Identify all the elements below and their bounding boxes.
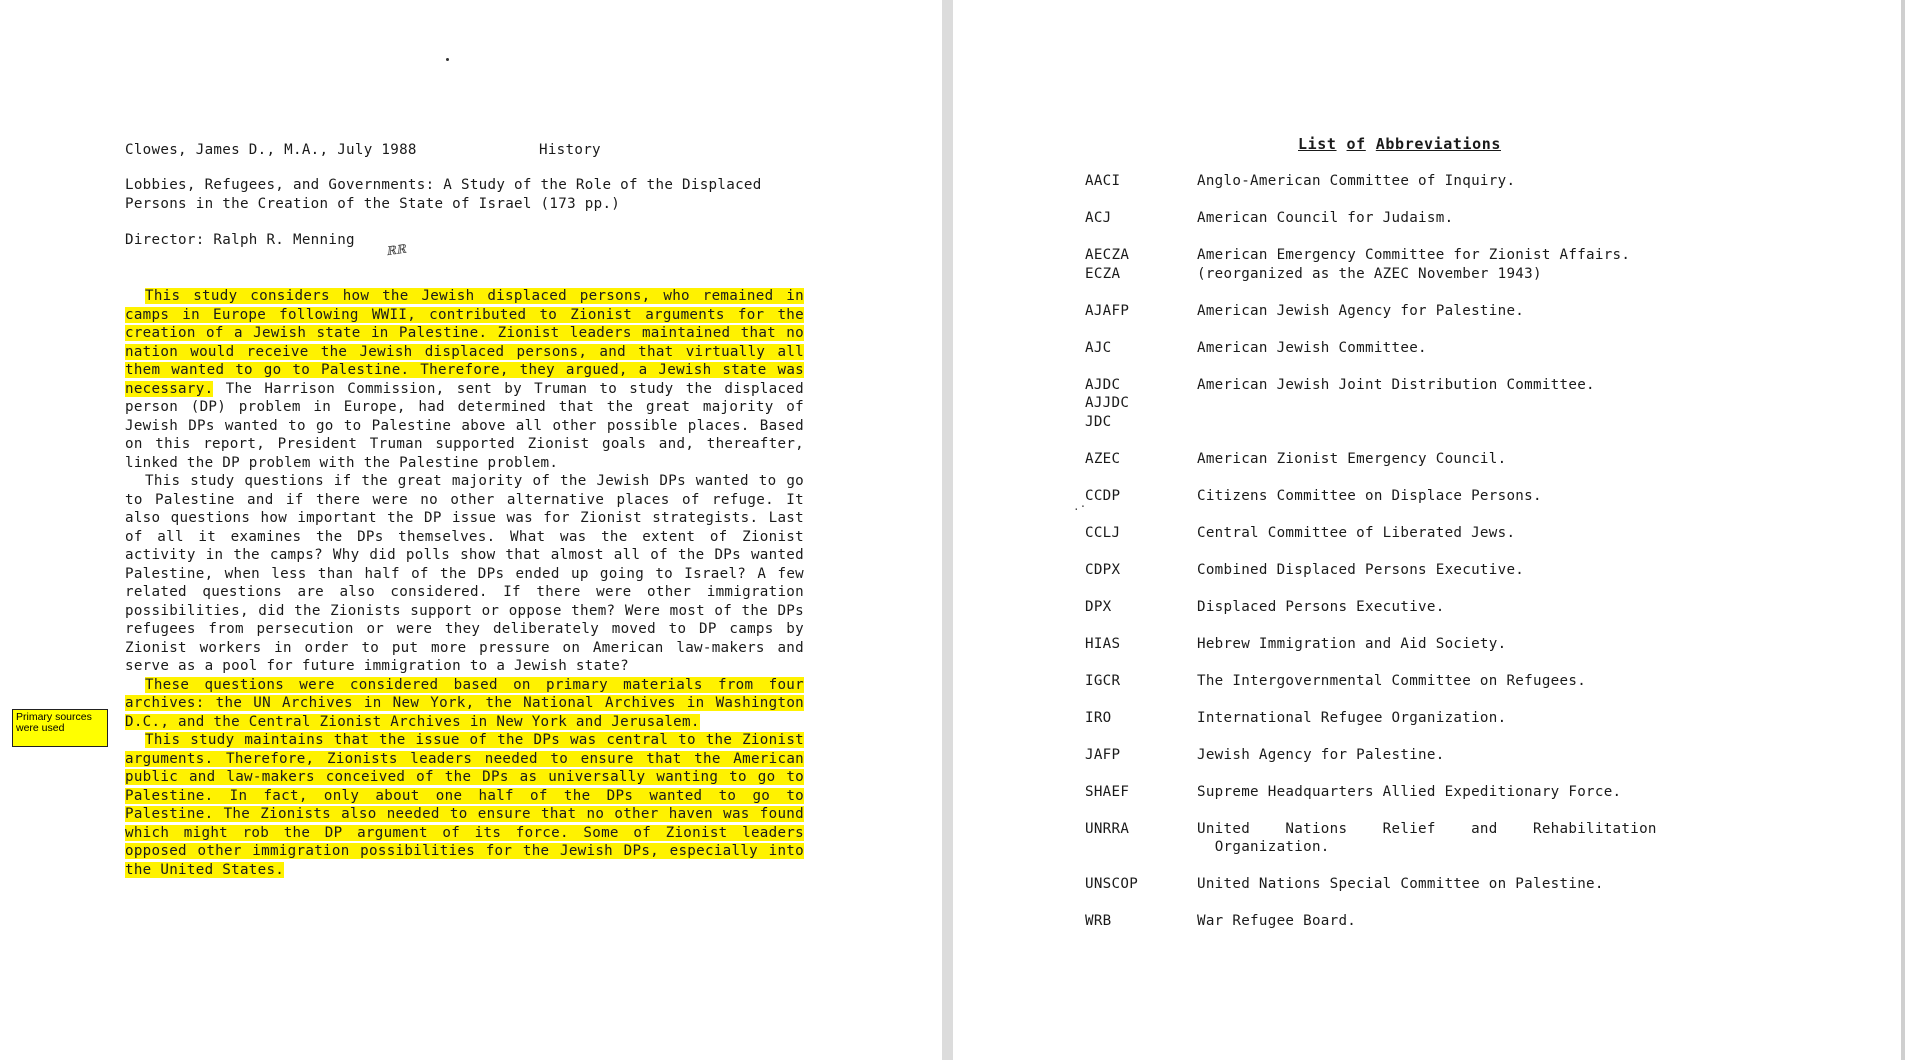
right-page — [953, 0, 1905, 1060]
abbreviation-row — [1085, 376, 1805, 432]
page-gutter — [942, 0, 953, 1060]
abbreviation-code: AJDC AJJDC JDC — [1085, 376, 1130, 430]
abbreviations-list — [1085, 172, 1805, 949]
highlighted-text: This study maintains that the issue of the DPs was central to the Zionist arguments. Therefore, Zionists leaders needed to ensure that the American public and law-makers conceived of the DPs as universally wanting to go to Palestine. In fact, only about one half of the DPs wanted to go to Palestine. The Zionists also needed to ensure that no other haven was found which might rob the DP argument of its force. Some of Zionist leaders opposed other immigration possibilities for the Jewish DPs, especially into the United States. — [125, 732, 804, 878]
title-word: of — [1346, 135, 1366, 153]
abbreviation-code: ACJ — [1085, 210, 1112, 226]
stray-mark — [446, 58, 449, 61]
abbreviation-code: CCDP — [1085, 487, 1121, 504]
abbreviation-definition: American Zionist Emergency Council. — [1197, 450, 1507, 467]
abbreviation-row — [1085, 783, 1805, 802]
abbreviation-definition: Combined Displaced Persons Executive. — [1197, 561, 1525, 578]
abstract-paragraph-1 — [125, 287, 804, 472]
highlighted-text: This study considers how the Jewish displaced persons, who remained in camps in Europe following WWII, contributed to Zionist arguments for the creation of a Jewish state in Palestine. Zionist leaders maintained that no nation would receive the Jewish displaced persons, and that virtually all them wanted to go to Palestine. Therefore, they argued, a Jewish state was necessary. — [125, 288, 804, 397]
author-date: Clowes, James D., M.A., July 1988 — [125, 142, 417, 158]
abbreviation-row — [1085, 746, 1805, 765]
abbreviation-row — [1085, 820, 1805, 857]
abbreviation-definition: International Refugee Organization. — [1197, 709, 1507, 726]
abbreviation-code: AJAFP — [1085, 302, 1130, 319]
abbreviation-row — [1085, 635, 1805, 654]
highlighted-text: These questions were considered based on primary materials from four archives: the UN Archives in New York, the National Archives in Washington D.C., and the Central Zionist Archives in New York and Jerusalem. — [125, 676, 804, 730]
abbreviation-code: SHAEF — [1085, 783, 1130, 800]
abbreviation-definition: The Intergovernmental Committee on Refugees. — [1197, 672, 1587, 689]
abbreviation-code: CDPX — [1085, 561, 1121, 578]
scrollbar[interactable] — [1901, 0, 1905, 1060]
abbreviation-code: HIAS — [1085, 635, 1121, 652]
thesis-title — [125, 176, 815, 213]
abbreviation-row — [1085, 339, 1805, 358]
sticky-note-annotation[interactable]: Primary sources were used — [12, 709, 108, 747]
abbreviation-definition: American Council for Judaism. — [1197, 210, 1454, 226]
abbreviation-definition: Central Committee of Liberated Jews. — [1197, 524, 1516, 541]
abbreviation-row — [1085, 912, 1805, 931]
abbreviation-code: IRO — [1085, 709, 1112, 726]
abstract-paragraph-2: This study questions if the great majority of the Jewish DPs wanted to go to Palestine and if there were no other alternative places of refuge. It also questions how important the DP issue was for Zionist strategists. Last of all it examines the DPs themselves. What was the extent of Zionist activity in the camps? Why did polls show that almost all of the DPs wanted Palestine, when less than half of the DPs ended up going to Israel? A few related questions are also considered. If there were other immigration possibilities, did the Zionists support or oppose them? Were most of the DPs refugees from persecution or were they deliberately moved to DP camps by Zionist workers in order to put more pressure on American law-makers and serve as a pool for future immigration to a Jewish state? — [125, 473, 804, 674]
abbreviation-code: IGCR — [1085, 672, 1121, 689]
abbreviation-row — [1085, 209, 1805, 228]
abbreviation-definition: Displaced Persons Executive. — [1197, 598, 1445, 615]
abbreviation-row — [1085, 487, 1805, 506]
abbreviation-definition: American Jewish Agency for Palestine. — [1197, 302, 1525, 319]
abbreviation-row — [1085, 524, 1805, 543]
abbreviation-code: UNRRA — [1085, 820, 1130, 837]
abbreviation-definition: Jewish Agency for Palestine. — [1197, 746, 1445, 763]
abbreviations-title — [1298, 135, 1511, 154]
abbreviation-code: CCLJ — [1085, 524, 1121, 541]
abbreviation-definition: Anglo-American Committee of Inquiry. — [1197, 173, 1516, 189]
abbreviation-row — [1085, 450, 1805, 469]
abbreviation-code: DPX — [1085, 598, 1112, 615]
stray-mark: .· — [1073, 500, 1087, 513]
department: History — [539, 142, 601, 158]
title-word: List — [1298, 135, 1337, 153]
abbreviation-row — [1085, 246, 1805, 283]
abbreviation-code: JAFP — [1085, 746, 1121, 763]
abbreviation-code: WRB — [1085, 913, 1112, 929]
abbreviation-row — [1085, 709, 1805, 728]
abbreviation-definition: American Jewish Committee. — [1197, 339, 1427, 356]
handwritten-initials: ℝℝ — [385, 241, 407, 259]
paragraph-text: The Harrison Commission, sent by Truman to study the displaced person (DP) problem in Europe, had determined that the great majority of Jewish DPs wanted to go to Palestine above all other possible places. Based on this report, President Truman supported Zionist goals and, thereafter, linked the DP problem with the Palestine problem. — [125, 380, 804, 471]
abbreviation-definition: Citizens Committee on Displace Persons. — [1197, 487, 1542, 504]
abbreviation-definition: War Refugee Board. — [1197, 913, 1357, 929]
abbreviation-definition: American Jewish Joint Distribution Committee. — [1197, 376, 1595, 393]
abbreviation-row — [1085, 875, 1805, 894]
director: Director: Ralph R. Menning — [125, 232, 355, 248]
abbreviation-row — [1085, 172, 1805, 191]
left-page — [0, 0, 942, 1060]
abstract — [125, 287, 804, 879]
abbreviation-definition: United Nations Special Committee on Palestine. — [1197, 876, 1604, 892]
title-line-1: Lobbies, Refugees, and Governments: A Study of the Role of the Displaced — [125, 177, 762, 193]
title-line-2: Persons in the Creation of the State of Israel (173 pp.) — [125, 195, 621, 212]
abstract-paragraph-4 — [125, 731, 804, 879]
abbreviation-code: UNSCOP — [1085, 876, 1139, 892]
abbreviation-code: AJC — [1085, 339, 1112, 356]
abbreviation-code: AECZA ECZA — [1085, 247, 1130, 282]
abbreviation-row — [1085, 598, 1805, 617]
title-word: Abbreviations — [1375, 135, 1501, 153]
abbreviation-row — [1085, 672, 1805, 691]
abbreviation-definition: Hebrew Immigration and Aid Society. — [1197, 635, 1507, 652]
abbreviation-definition: American Emergency Committee for Zionist Affairs. (reorganized as the AZEC November 1943) — [1197, 247, 1631, 282]
abbreviation-row — [1085, 302, 1805, 321]
abbreviation-row — [1085, 561, 1805, 580]
abbreviation-definition: United Nations Relief and Rehabilitation Organization. — [1197, 820, 1657, 855]
abstract-paragraph-3 — [125, 676, 804, 732]
abbreviation-code: AACI — [1085, 173, 1121, 189]
abbreviation-code: AZEC — [1085, 450, 1121, 467]
abbreviation-definition: Supreme Headquarters Allied Expeditionary Force. — [1197, 783, 1622, 800]
